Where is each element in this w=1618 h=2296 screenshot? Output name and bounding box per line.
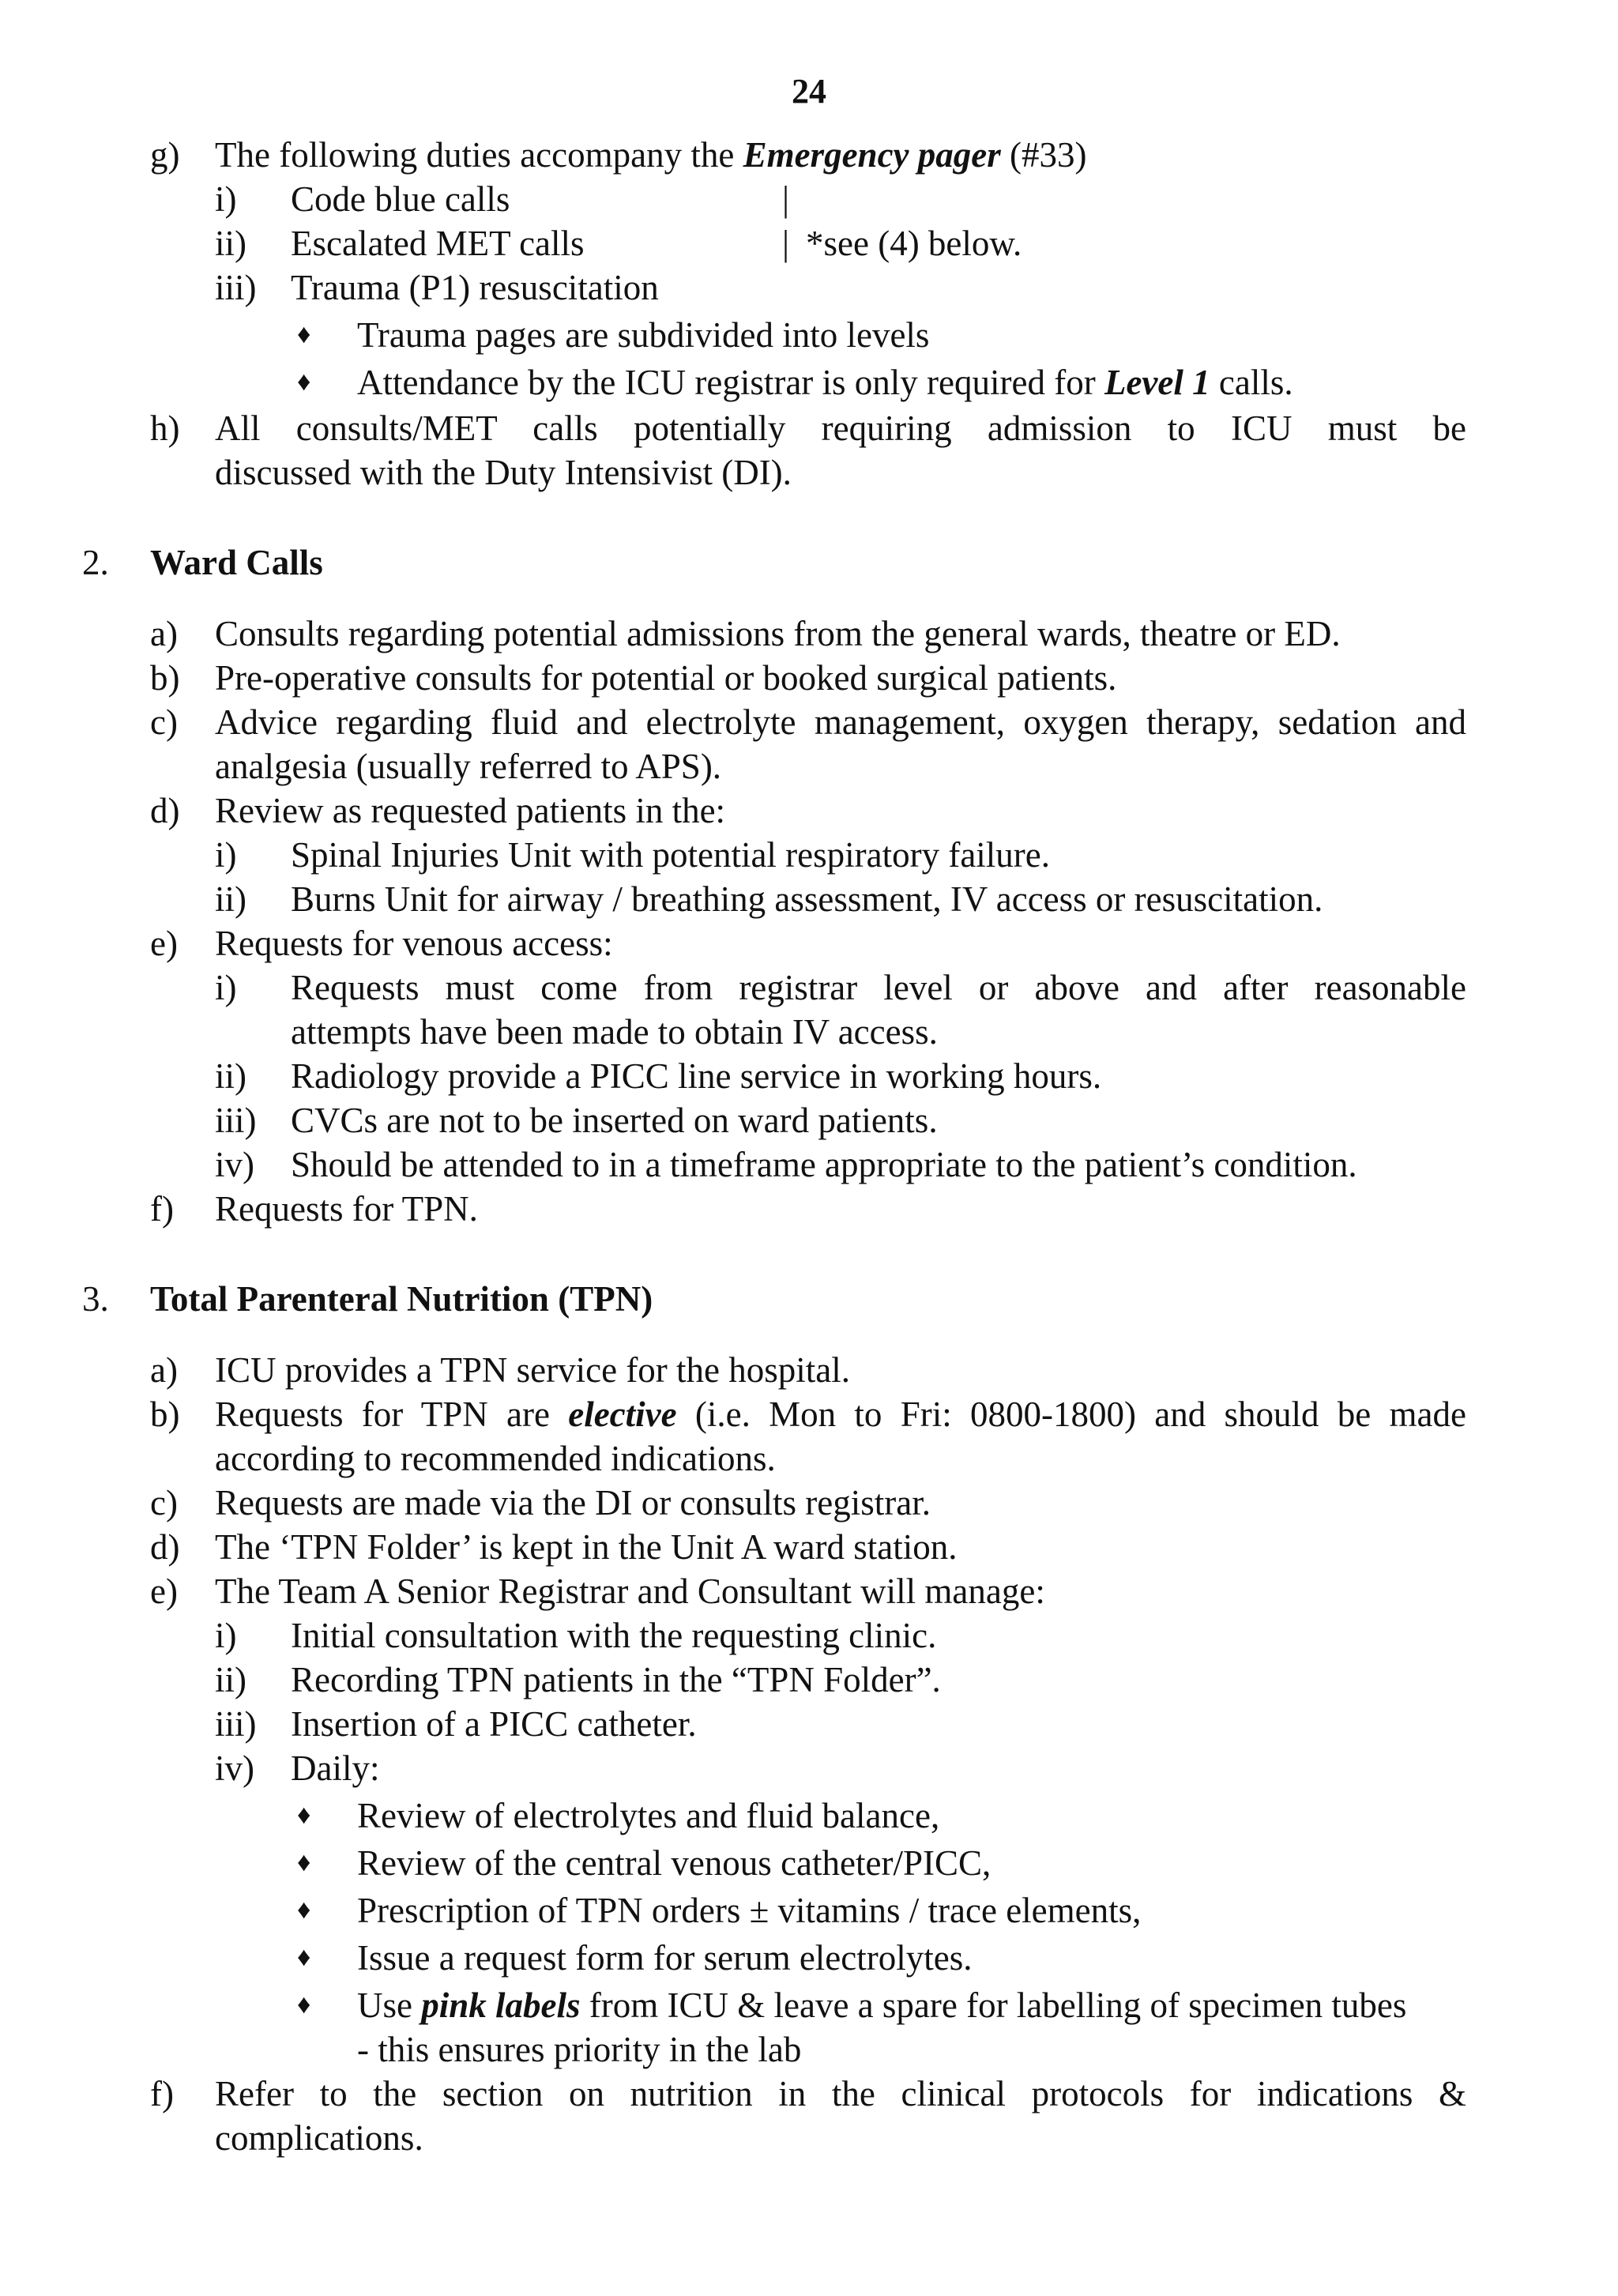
subitem-marker: iii) bbox=[215, 1101, 257, 1140]
bullet-text: Trauma pages are subdivided into levels bbox=[357, 315, 930, 355]
item-marker: e) bbox=[150, 924, 178, 963]
subitem-marker: ii) bbox=[215, 224, 246, 263]
bracket-bar: | bbox=[782, 224, 790, 263]
bullet-text: Use pink labels from ICU & leave a spare for labelling of specimen tubes bbox=[357, 1985, 1407, 2025]
diamond-bullet-icon: ♦ bbox=[297, 1801, 311, 1830]
subitem-marker: i) bbox=[215, 1616, 237, 1655]
item-marker: h) bbox=[150, 408, 180, 448]
subitem-text: Radiology provide a PICC line service in working hours. bbox=[291, 1056, 1102, 1096]
section-heading-tpn: Total Parenteral Nutrition (TPN) bbox=[150, 1279, 653, 1319]
item-text-line: All consults/MET calls potentially requiring admission to ICU must be bbox=[215, 408, 1466, 448]
subitem-marker: iv) bbox=[215, 1748, 254, 1788]
subitem-text: Daily: bbox=[291, 1748, 380, 1788]
bullet-text: Attendance by the ICU registrar is only required for Level 1 calls. bbox=[357, 363, 1293, 402]
bullet-text-continuation: - this ensures priority in the lab bbox=[357, 2030, 802, 2069]
item-text: Requests for venous access: bbox=[215, 924, 613, 963]
item-text-line: analgesia (usually referred to APS). bbox=[215, 747, 722, 786]
item-text-line: Refer to the section on nutrition in the clinical protocols for indications & bbox=[215, 2074, 1466, 2113]
subitem-text: Initial consultation with the requesting clinic. bbox=[291, 1616, 937, 1655]
diamond-bullet-icon: ♦ bbox=[297, 1990, 311, 2019]
item-marker: b) bbox=[150, 1395, 180, 1434]
subitem-marker: i) bbox=[215, 968, 237, 1007]
item-text-line: Requests for TPN are elective (i.e. Mon to Fri: 0800-1800) and should be made bbox=[215, 1395, 1466, 1434]
item-marker: c) bbox=[150, 1483, 178, 1523]
bullet-text: Review of electrolytes and fluid balance, bbox=[357, 1796, 940, 1835]
subitem-text-line: Requests must come from registrar level or above and after reasonable bbox=[291, 968, 1466, 1007]
item-marker: e) bbox=[150, 1571, 178, 1611]
subitem-text: Recording TPN patients in the “TPN Folder”. bbox=[291, 1660, 941, 1699]
section-number: 2. bbox=[82, 543, 109, 582]
section-number: 3. bbox=[82, 1279, 109, 1319]
subitem-text: Burns Unit for airway / breathing assessment, IV access or resuscitation. bbox=[291, 879, 1323, 919]
item-text: Pre-operative consults for potential or booked surgical patients. bbox=[215, 658, 1117, 698]
subitem-marker: ii) bbox=[215, 1056, 246, 1096]
subitem-marker: iii) bbox=[215, 268, 257, 307]
item-text-line: Advice regarding fluid and electrolyte management, oxygen therapy, sedation and bbox=[215, 702, 1466, 742]
item-text: Review as requested patients in the: bbox=[215, 791, 726, 830]
bracket-bar: | bbox=[782, 179, 790, 219]
item-marker: g) bbox=[150, 135, 180, 175]
subitem-marker: iii) bbox=[215, 1704, 257, 1744]
subitem-marker: ii) bbox=[215, 1660, 246, 1699]
diamond-bullet-icon: ♦ bbox=[297, 1895, 311, 1925]
emergency-pager-emphasis: Emergency pager bbox=[743, 135, 1001, 175]
subitem-text: Escalated MET calls bbox=[291, 224, 585, 263]
elective-emphasis: elective bbox=[568, 1395, 677, 1434]
subitem-text-line: attempts have been made to obtain IV access. bbox=[291, 1012, 938, 1052]
item-text: The Team A Senior Registrar and Consultant will manage: bbox=[215, 1571, 1045, 1611]
item-marker: f) bbox=[150, 1189, 174, 1229]
item-text: ICU provides a TPN service for the hospital. bbox=[215, 1350, 851, 1390]
subitem-text: Spinal Injuries Unit with potential respiratory failure. bbox=[291, 835, 1051, 875]
level-1-emphasis: Level 1 bbox=[1104, 363, 1210, 402]
item-marker: f) bbox=[150, 2074, 174, 2113]
subitem-text: Should be attended to in a timeframe appropriate to the patient’s condition. bbox=[291, 1145, 1357, 1184]
item-marker: d) bbox=[150, 1527, 180, 1567]
diamond-bullet-icon: ♦ bbox=[297, 367, 311, 397]
bracket-note: *see (4) below. bbox=[806, 224, 1022, 263]
subitem-text: Code blue calls bbox=[291, 179, 510, 219]
subitem-text: Trauma (P1) resuscitation bbox=[291, 268, 659, 307]
item-text-line: discussed with the Duty Intensivist (DI). bbox=[215, 453, 792, 492]
diamond-bullet-icon: ♦ bbox=[297, 1848, 311, 1877]
item-text: Consults regarding potential admissions from the general wards, theatre or ED. bbox=[215, 614, 1341, 653]
item-text: Requests are made via the DI or consults registrar. bbox=[215, 1483, 931, 1523]
pink-labels-emphasis: pink labels bbox=[421, 1985, 581, 2025]
subitem-marker: i) bbox=[215, 835, 237, 875]
item-text-line: complications. bbox=[215, 2118, 423, 2158]
item-marker: b) bbox=[150, 658, 180, 698]
bullet-text: Issue a request form for serum electrolytes. bbox=[357, 1938, 973, 1978]
item-text: Requests for TPN. bbox=[215, 1189, 478, 1229]
subitem-marker: i) bbox=[215, 179, 237, 219]
subitem-text: CVCs are not to be inserted on ward patients. bbox=[291, 1101, 938, 1140]
item-text-line: according to recommended indications. bbox=[215, 1439, 776, 1478]
subitem-text: Insertion of a PICC catheter. bbox=[291, 1704, 697, 1744]
section-heading-ward-calls: Ward Calls bbox=[150, 543, 323, 582]
subitem-marker: iv) bbox=[215, 1145, 254, 1184]
emergency-pager-line: The following duties accompany the Emergency pager (#33) bbox=[215, 135, 1087, 175]
item-marker: a) bbox=[150, 614, 178, 653]
diamond-bullet-icon: ♦ bbox=[297, 320, 311, 349]
item-marker: c) bbox=[150, 702, 178, 742]
item-text: The ‘TPN Folder’ is kept in the Unit A ward station. bbox=[215, 1527, 958, 1567]
subitem-marker: ii) bbox=[215, 879, 246, 919]
item-marker: a) bbox=[150, 1350, 178, 1390]
item-marker: d) bbox=[150, 791, 180, 830]
page-number: 24 bbox=[792, 72, 826, 111]
diamond-bullet-icon: ♦ bbox=[297, 1943, 311, 1972]
bullet-text: Review of the central venous catheter/PICC, bbox=[357, 1843, 991, 1883]
bullet-text: Prescription of TPN orders ± vitamins / trace elements, bbox=[357, 1891, 1142, 1930]
